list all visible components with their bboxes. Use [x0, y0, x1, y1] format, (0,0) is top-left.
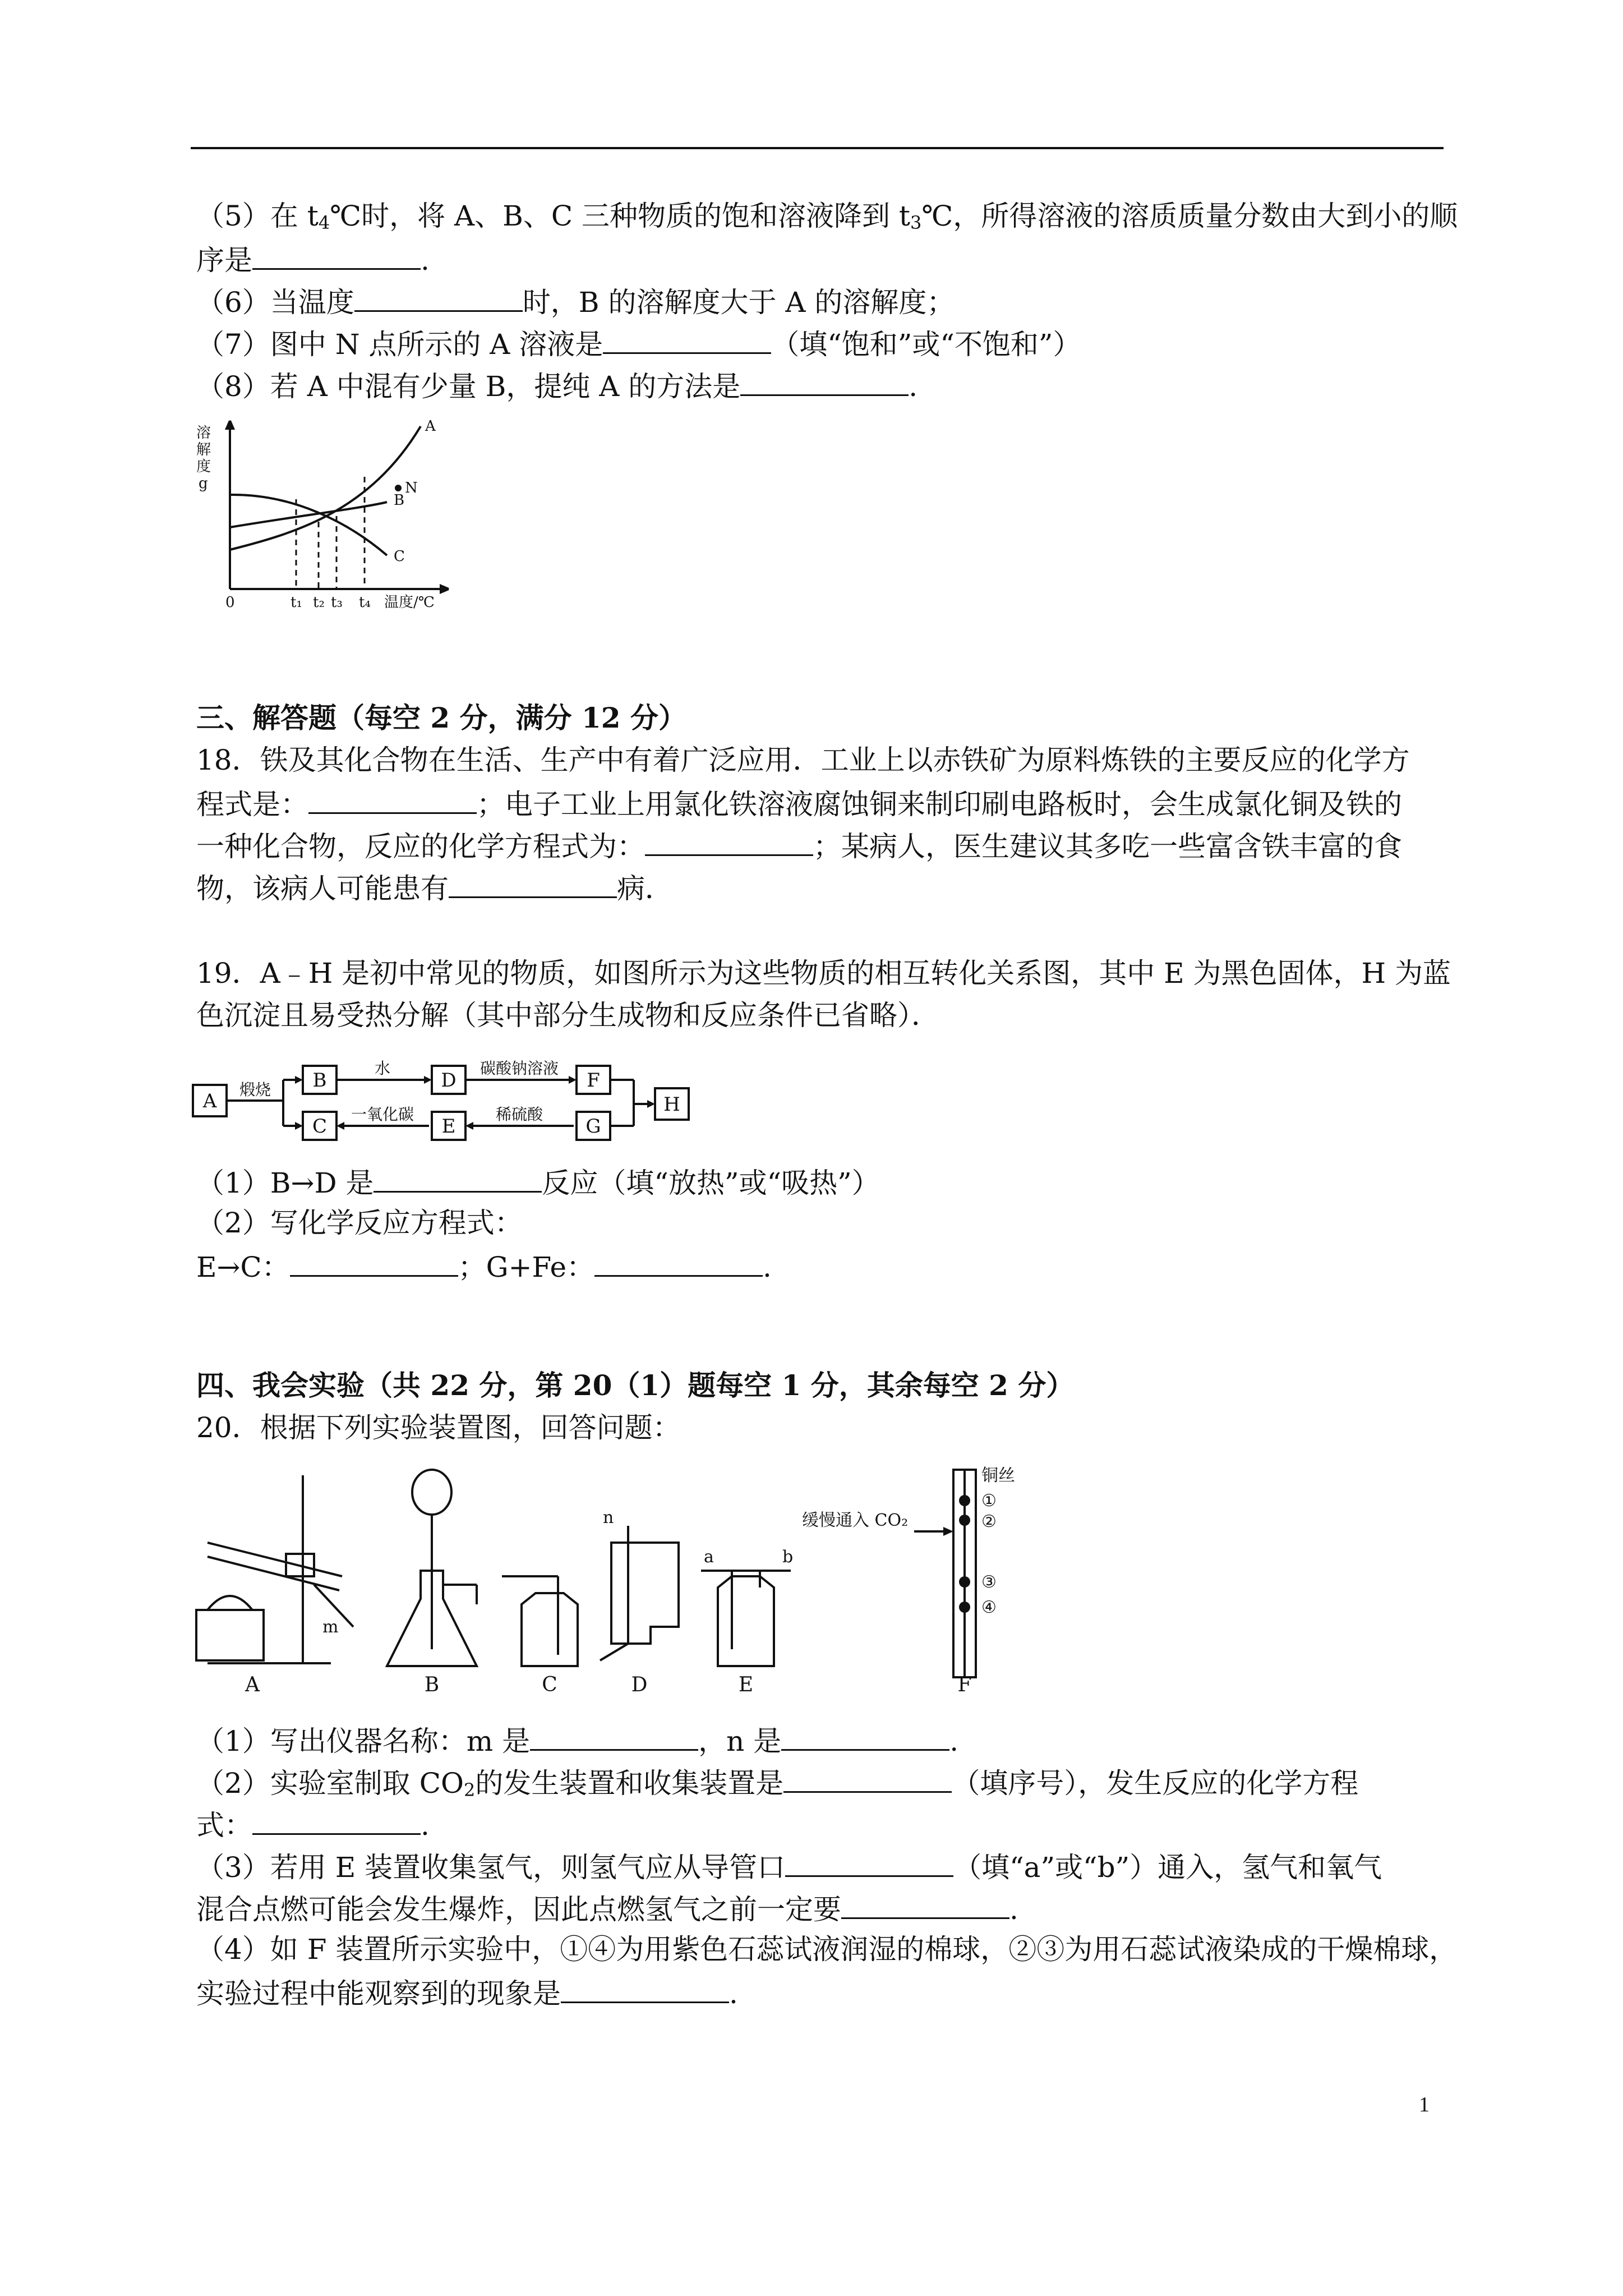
- bottle-d: [611, 1543, 679, 1644]
- label-d: D: [631, 1673, 648, 1694]
- label-b: B: [424, 1673, 440, 1694]
- label-copper-wire: 铜丝: [981, 1466, 1015, 1485]
- ylabel-2: 解: [196, 441, 211, 458]
- q17-part5-line1: （5）在 $t_4℃$时，将 A、B、C 三种物质的饱和溶液降到 $t_3℃$，所得溶液的溶质质量分数由大到小的顺: [196, 200, 1458, 233]
- tick-t3: t₃: [331, 594, 343, 611]
- box-d-label: D: [441, 1069, 457, 1092]
- q20-part2-line2: 式： .: [196, 1806, 430, 1842]
- q19-part2: （2）写化学反应方程式：: [196, 1207, 523, 1239]
- answer-blank[interactable]: [354, 283, 523, 312]
- q17-part8: （8）若 A 中混有少量 B，提纯 A 的方法是 .: [196, 367, 917, 403]
- answer-blank[interactable]: [449, 869, 617, 898]
- q20-part1: （1）写出仪器名称：m 是 ，n 是 .: [196, 1722, 958, 1758]
- q20-part3-line2: 混合点燃可能会发生爆炸，因此点燃氢气之前一定要 .: [196, 1890, 1018, 1926]
- box-h-label: H: [663, 1093, 680, 1116]
- thistle-funnel: [412, 1470, 451, 1515]
- answer-blank[interactable]: [785, 1848, 953, 1877]
- label-sodium-carbonate: 碳酸钠溶液: [479, 1059, 559, 1078]
- q17-part6: （6）当温度 时，B 的溶解度大于 A 的溶解度；: [196, 283, 955, 319]
- q20-part4-line1: （4）如 F 装置所示实验中，①④为用紫色石蕊试液润湿的棉球，②③为用石蕊试液染成的干燥棉球，: [196, 1933, 1458, 1966]
- answer-blank[interactable]: [252, 1806, 421, 1835]
- label-water: 水: [374, 1059, 391, 1078]
- gas-bottle-c: [522, 1593, 578, 1666]
- curve-a-label: A: [425, 418, 436, 435]
- page-number: 1: [1419, 2093, 1430, 2116]
- box-e-label: E: [441, 1115, 456, 1138]
- q18-line1: 18．铁及其化合物在生活、生产中有着广泛应用．工业上以赤铁矿为原料炼铁的主要反应的化学方: [196, 744, 1410, 776]
- header-rule: [191, 147, 1444, 149]
- box-c-label: C: [312, 1115, 328, 1138]
- cotton-ball-3: ③: [981, 1572, 997, 1592]
- answer-blank[interactable]: [740, 367, 909, 396]
- ylabel-4: g: [199, 475, 208, 492]
- tick-t1: t₁: [291, 594, 302, 611]
- answer-blank[interactable]: [841, 1890, 1009, 1919]
- q18-line4: 物，该病人可能患有 病．: [196, 869, 673, 905]
- label-a: A: [245, 1673, 260, 1694]
- label-port-a: a: [704, 1547, 714, 1567]
- section3-heading: 三、解答题（每空 2 分，满分 12 分）: [196, 701, 686, 734]
- ylabel-3: 度: [196, 458, 211, 475]
- answer-blank[interactable]: [290, 1248, 458, 1277]
- section4-heading: 四、我会实验（共 22 分，第 20（1）题每空 1 分，其余每空 2 分）: [196, 1369, 1075, 1402]
- q20-part4-line2: 实验过程中能观察到的现象是 .: [196, 1975, 738, 2010]
- point-n: [395, 485, 402, 491]
- alcohol-lamp: [208, 1596, 252, 1610]
- label-e: E: [738, 1673, 754, 1694]
- q18-line2: 程式是： ；电子工业上用氯化铁溶液腐蚀铜来制印刷电路板时，会生成氯化铜及铁的: [196, 785, 1402, 821]
- label-calcine: 煅烧: [239, 1080, 271, 1099]
- label-carbon-monoxide: 一氧化碳: [351, 1105, 414, 1124]
- apparatus-figure: [185, 1458, 1060, 1694]
- cotton-ball-2: ②: [981, 1512, 997, 1531]
- label-m: m: [322, 1617, 339, 1637]
- cotton-ball-1: ①: [981, 1491, 997, 1511]
- q17-part5-line2: 序是 .: [196, 241, 430, 277]
- box-a-label: A: [202, 1090, 217, 1112]
- q20-intro: 20．根据下列实验装置图，回答问题：: [196, 1411, 681, 1444]
- tick-t2: t₂: [313, 594, 325, 611]
- label-n: n: [603, 1508, 614, 1527]
- label-c: C: [542, 1673, 557, 1694]
- label-f: F: [957, 1673, 972, 1694]
- ylabel-1: 溶: [196, 425, 211, 441]
- x-axis-label: 温度/℃: [384, 594, 435, 611]
- answer-blank[interactable]: [781, 1722, 949, 1751]
- answer-blank[interactable]: [374, 1164, 542, 1193]
- label-dilute-sulfuric-acid: 稀硫酸: [495, 1105, 543, 1124]
- q18-line3: 一种化合物，反应的化学方程式为： ；某病人，医生建议其多吃一些富含铁丰富的食: [196, 827, 1402, 863]
- label-port-b: b: [782, 1547, 794, 1567]
- answer-blank[interactable]: [603, 325, 771, 354]
- box-b-label: B: [312, 1069, 327, 1092]
- q17-part7: （7）图中 N 点所示的 A 溶液是 （填“饱和”或“不饱和”）: [196, 325, 1081, 361]
- curve-a: [230, 426, 421, 550]
- gas-bottle-e: [718, 1576, 774, 1666]
- origin-label: 0: [225, 594, 235, 611]
- q19-line2: 色沉淀且易受热分解（其中部分生成物和反应条件已省略）．: [196, 999, 939, 1032]
- q19-part1: （1）B→D 是 反应（填“放热”或“吸热”）: [196, 1164, 880, 1200]
- curve-c-label: C: [394, 548, 405, 565]
- label-slow-co2: 缓慢通入 CO₂: [802, 1511, 909, 1530]
- test-tube: [208, 1543, 342, 1576]
- cotton-ball-4: ④: [981, 1598, 997, 1617]
- answer-blank[interactable]: [645, 827, 813, 856]
- point-n-label: N: [405, 480, 418, 496]
- lamp-block: [196, 1610, 264, 1660]
- q19-line1: 19．A﹣H 是初中常见的物质，如图所示为这些物质的相互转化关系图，其中 E 为黑色固体，H 为蓝: [196, 957, 1451, 990]
- tick-t4: t₄: [359, 594, 371, 611]
- solubility-graph: [185, 409, 477, 623]
- box-f-label: F: [587, 1069, 600, 1092]
- curve-b-label: B: [394, 492, 405, 509]
- q19-part3: E→C： ；G+Fe： .: [196, 1248, 772, 1284]
- answer-blank[interactable]: [594, 1248, 763, 1277]
- answer-blank[interactable]: [530, 1722, 698, 1751]
- q20-part2-line1: （2）实验室制取 $CO_2$的发生装置和收集装置是 （填序号），发生反应的化学方程: [196, 1764, 1358, 1807]
- answer-blank[interactable]: [561, 1975, 729, 2003]
- box-g-label: G: [585, 1115, 601, 1138]
- answer-blank[interactable]: [252, 241, 421, 270]
- answer-blank[interactable]: [783, 1764, 952, 1793]
- q20-part3-line1: （3）若用 E 装置收集氢气，则氢气应从导管口 （填“a”或“b”）通入，氢气和氧气: [196, 1848, 1382, 1884]
- answer-blank[interactable]: [308, 785, 477, 814]
- conversion-diagram: [191, 1049, 707, 1150]
